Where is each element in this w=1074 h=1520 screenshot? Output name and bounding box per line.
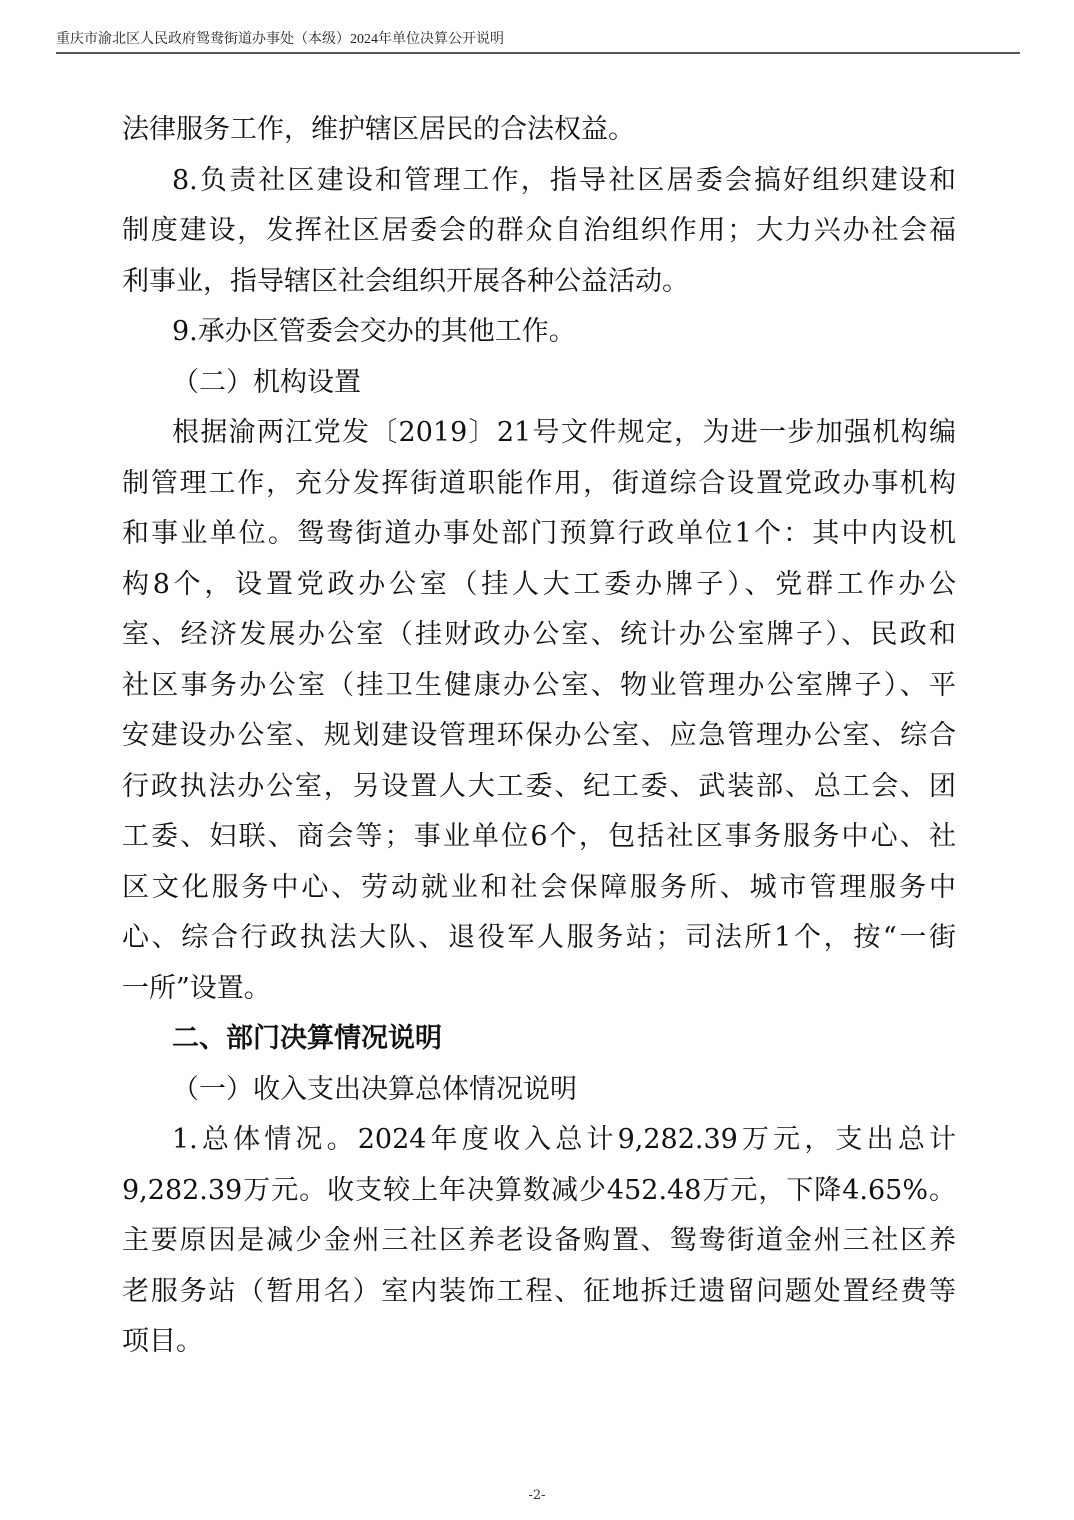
page-number: -2-	[528, 1488, 546, 1503]
text-line: 社区事务办公室（挂卫生健康办公室、物业管理办公室牌子）、平	[122, 669, 956, 701]
text-line: 和事业单位。鸳鸯街道办事处部门预算行政单位1个：其中内设机	[122, 518, 956, 549]
text-line: 利事业，指导辖区社会组织开展各种公益活动。	[122, 265, 689, 297]
text-line: 项目。	[122, 1326, 203, 1357]
text-line: （二）机构设置	[172, 366, 361, 398]
section-heading: 二、部门决算情况说明	[172, 1023, 442, 1054]
text-line: 根据渝两江党发〔2019〕21号文件规定，为进一步加强机构编	[172, 417, 956, 448]
text-line: 9.承办区管委会交办的其他工作。	[172, 316, 576, 347]
text-line: 1.总体情况。2024年度收入总计9,282.39万元，支出总计	[172, 1124, 956, 1155]
text-line: 8.负责社区建设和管理工作，指导社区居委会搞好组织建设和	[172, 164, 956, 196]
text-line: 一所”设置。	[122, 972, 271, 1004]
text-line: 法律服务工作，维护辖区居民的合法权益。	[122, 114, 635, 145]
text-line: 行政执法办公室，另设置人大工委、纪工委、武装部、总工会、团	[122, 770, 956, 802]
text-line: 9,282.39万元。收支较上年决算数减少452.48万元，下降4.65%。	[122, 1174, 956, 1206]
text-line: 老服务站（暂用名）室内装饰工程、征地拆迁遗留问题处置经费等	[122, 1275, 956, 1307]
text-line: 区文化服务中心、劳动就业和社会保障服务所、城市管理服务中	[122, 871, 956, 903]
text-line: 安建设办公室、规划建设管理环保办公室、应急管理办公室、综合	[122, 720, 956, 751]
text-line: 制管理工作，充分发挥街道职能作用，街道综合设置党政办事机构	[122, 467, 956, 499]
text-line: 心、综合行政执法大队、退役军人服务站；司法所1个，按“一街	[122, 922, 956, 953]
text-line: 制度建设，发挥社区居委会的群众自治组织作用；大力兴办社会福	[122, 215, 956, 246]
header-divider	[56, 52, 1020, 54]
text-line: 室、经济发展办公室（挂财政办公室、统计办公室牌子）、民政和	[122, 619, 956, 650]
running-header: 重庆市渝北区人民政府鸳鸯街道办事处（本级）2024年单位决算公开说明	[56, 32, 504, 47]
text-line: 构8个，设置党政办公室（挂人大工委办牌子）、党群工作办公	[122, 568, 956, 600]
text-line: 主要原因是减少金州三社区养老设备购置、鸳鸯街道金州三社区养	[122, 1225, 956, 1256]
text-line: 工委、妇联、商会等；事业单位6个，包括社区事务服务中心、社	[122, 821, 956, 852]
document-body	[122, 105, 956, 1368]
text-line: （一）收入支出决算总体情况说明	[172, 1073, 577, 1105]
